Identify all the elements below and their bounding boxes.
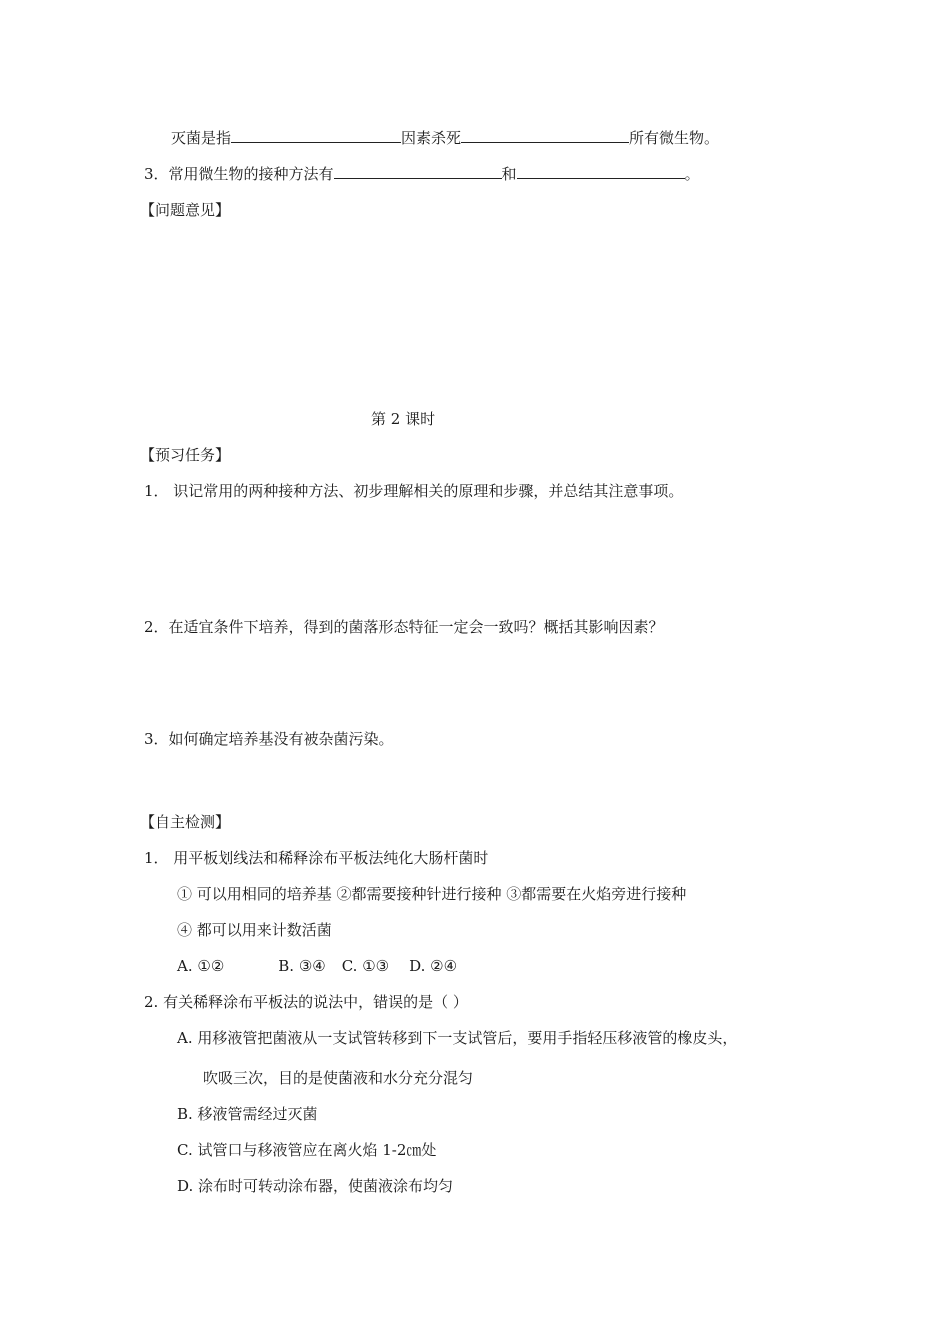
sterilization-line	[171, 127, 719, 148]
sterilization-text-2: 因素杀死	[401, 129, 462, 147]
q1-option-a[interactable]: A. ①②	[177, 957, 225, 975]
q2-option-c[interactable]: C. 试管口与移液管应在离火焰 1-2㎝处	[177, 1141, 437, 1159]
q3-text-3: 。	[684, 165, 700, 183]
lesson-title: 第 2 课时	[371, 410, 436, 428]
preview-task-3: 3．如何确定培养基没有被杂菌污染。	[144, 730, 394, 748]
q2-option-a[interactable]: A. 用移液管把菌液从一支试管转移到下一支试管后，要用手指轻压移液管的橡皮头，	[177, 1029, 738, 1047]
blank-4[interactable]	[517, 163, 685, 179]
q1-statements-1: ① 可以用相同的培养基 ②都需要接种针进行接种 ③都需要在火焰旁进行接种	[177, 885, 687, 903]
preview-task-2: 2．在适宜条件下培养，得到的菌落形态特征一定会一致吗？概括其影响因素？	[144, 618, 664, 636]
q2-option-d[interactable]: D. 涂布时可转动涂布器，使菌液涂布均匀	[177, 1177, 454, 1195]
feedback-heading: 【问题意见】	[140, 201, 231, 219]
q2-stem: 2. 有关稀释涂布平板法的说法中，错误的是（ ）	[144, 993, 468, 1011]
q1-option-c[interactable]: C. ①③	[341, 957, 390, 975]
q1-statements-2: ④ 都可以用来计数活菌	[177, 921, 332, 939]
q1-option-d[interactable]: D. ②④	[409, 957, 458, 975]
q2-option-a-cont: 吹吸三次，目的是使菌液和水分充分混匀	[203, 1069, 474, 1087]
q1-options	[177, 956, 457, 976]
sterilization-text-1: 灭菌是指	[171, 129, 232, 147]
q1-stem: 1． 用平板划线法和稀释涂布平板法纯化大肠杆菌时	[144, 849, 489, 867]
question-3-inoculation	[144, 163, 700, 184]
preview-task-1: 1． 识记常用的两种接种方法、初步理解相关的原理和步骤，并总结其注意事项。	[144, 482, 684, 500]
blank-1[interactable]	[231, 127, 401, 143]
blank-2[interactable]	[461, 127, 629, 143]
sterilization-text-3: 所有微生物。	[629, 129, 720, 147]
q1-option-b[interactable]: B. ③④	[278, 957, 326, 975]
q3-text-1: 3．常用微生物的接种方法有	[144, 165, 334, 183]
q3-text-2: 和	[501, 165, 517, 183]
blank-3[interactable]	[334, 163, 502, 179]
preview-heading: 【预习任务】	[140, 446, 231, 464]
q2-option-b[interactable]: B. 移液管需经过灭菌	[177, 1105, 318, 1123]
self-check-heading: 【自主检测】	[140, 813, 231, 831]
